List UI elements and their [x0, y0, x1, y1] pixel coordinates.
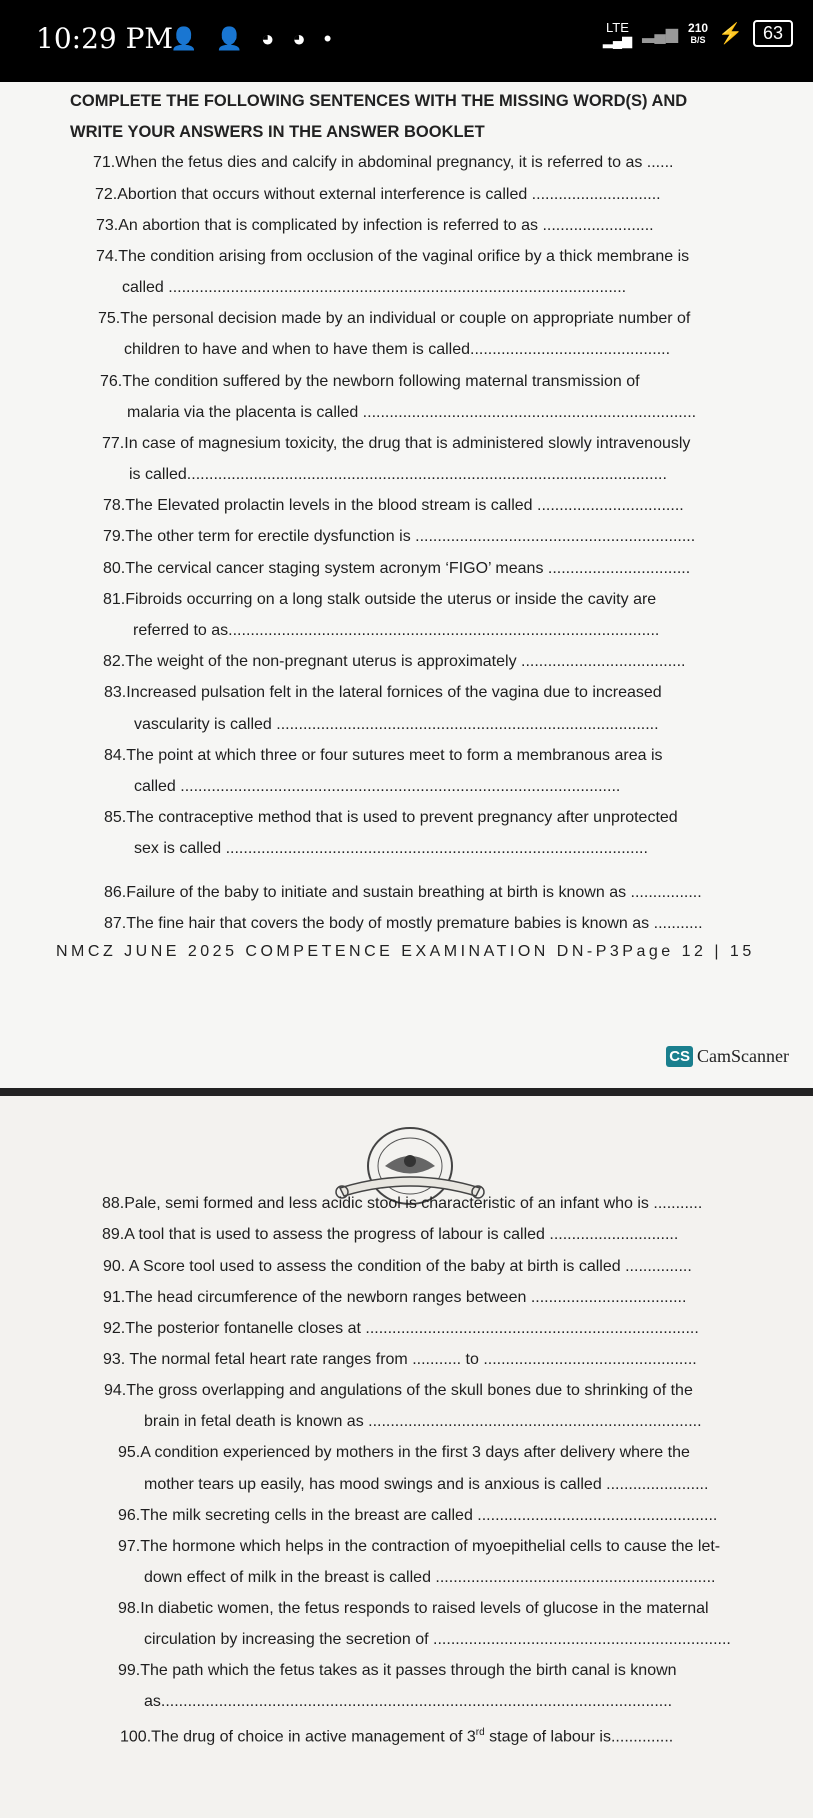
question-98: 98.In diabetic women, the fetus responds to raised levels of glucose in the maternal: [118, 1600, 709, 1617]
question-85: 85.The contraceptive method that is used to prevent pregnancy after unprotected: [104, 809, 678, 826]
page-divider: [0, 1088, 813, 1096]
question-73: 73.An abortion that is complicated by infection is referred to as .........................: [96, 217, 654, 234]
question-84: 84.The point at which three or four sutures meet to form a membranous area is: [104, 747, 663, 764]
question-88: 88.Pale, semi formed and less acidic stool is characteristic of an infant who is ...........: [102, 1195, 703, 1212]
question-100: [120, 1723, 673, 1747]
question-95: 95.A condition experienced by mothers in the first 3 days after delivery where the: [118, 1444, 690, 1461]
question-87: 87.The fine hair that covers the body of mostly premature babies is known as ...........: [104, 915, 703, 932]
question-74: 74.The condition arising from occlusion of the vaginal orifice by a thick membrane is: [96, 248, 690, 265]
question-74-cont: called .......................................................................................................: [122, 279, 627, 296]
question-90: 90. A Score tool used to assess the condition of the baby at birth is called ...............: [103, 1258, 692, 1275]
question-89: 89.A tool that is used to assess the progress of labour is called .............................: [102, 1226, 679, 1243]
question-85-cont: sex is called ...............................................................................................: [134, 840, 648, 857]
question-92: 92.The posterior fontanelle closes at ...........................................................................: [103, 1320, 699, 1337]
question-91: 91.The head circumference of the newborn ranges between ...................................: [103, 1289, 687, 1306]
question-72: 72.Abortion that occurs without external interference is called .............................: [95, 186, 661, 203]
camscanner-label: CamScanner: [697, 1046, 789, 1066]
camscanner-watermark: [666, 1046, 789, 1067]
question-83: 83.Increased pulsation felt in the lateral fornices of the vagina due to increased: [104, 684, 662, 701]
net-speed-unit: B/S: [690, 34, 706, 45]
net-speed: [688, 22, 708, 46]
question-99: 99.The path which the fetus takes as it passes through the birth canal is known: [118, 1662, 677, 1679]
question-95-cont: mother tears up easily, has mood swings and is anxious is called .......................: [144, 1476, 709, 1493]
page-footer: NMCZ JUNE 2025 COMPETENCE EXAMINATION DN-P3Page 12 | 15: [56, 943, 755, 960]
question-99-cont: as...................................................................................................................: [144, 1693, 673, 1710]
question-75: 75.The personal decision made by an individual or couple on appropriate number of: [98, 310, 691, 327]
question-100-sup: rd: [475, 1727, 485, 1738]
status-right: [603, 20, 793, 47]
question-79: 79.The other term for erectile dysfunction is ...............................................................: [103, 528, 696, 545]
net-speed-value: 210: [688, 20, 709, 35]
status-bar: [0, 0, 813, 82]
lte-label: LTE: [606, 19, 629, 35]
question-97-cont: down effect of milk in the breast is called ...............................................................: [144, 1569, 716, 1586]
question-96: 96.The milk secreting cells in the breast are called ......................................................: [118, 1507, 718, 1524]
question-98-cont: circulation by increasing the secretion of ...................................................................: [144, 1631, 731, 1648]
question-84-cont: called ...................................................................................................: [134, 778, 621, 795]
question-81-cont: referred to as.................................................................................................: [133, 622, 660, 639]
question-86: 86.Failure of the baby to initiate and sustain breathing at birth is known as ................: [104, 884, 702, 901]
question-97: 97.The hormone which helps in the contraction of myoepithelial cells to cause the let-: [118, 1538, 721, 1555]
signal-icon: ▂▄▆: [602, 32, 633, 48]
question-94-cont: brain in fetal death is known as ...........................................................................: [144, 1413, 702, 1430]
question-75-cont: children to have and when to have them is called.............................................: [124, 341, 671, 358]
question-81: 81.Fibroids occurring on a long stalk outside the uterus or inside the cavity are: [103, 591, 657, 608]
charging-icon: ⚡: [718, 23, 743, 45]
question-93: 93. The normal fetal heart rate ranges from ........... to ................................................: [103, 1351, 697, 1368]
question-100-text-end: stage of labour is..............: [484, 1728, 674, 1746]
instruction-heading-line2: WRITE YOUR ANSWERS IN THE ANSWER BOOKLET: [70, 123, 485, 141]
question-76-cont: malaria via the placenta is called ...........................................................................: [127, 404, 697, 421]
lte-icon: [603, 21, 632, 47]
battery-icon: 63: [753, 20, 793, 47]
question-77-cont: is called............................................................................................................: [129, 466, 667, 483]
status-time: 10:29 PM: [36, 22, 174, 55]
question-77: 77.In case of magnesium toxicity, the drug that is administered slowly intravenously: [102, 435, 691, 452]
question-76: 76.The condition suffered by the newborn following maternal transmission of: [100, 373, 640, 390]
question-83-cont: vascularity is called ......................................................................................: [134, 716, 659, 733]
instruction-heading-line1: COMPLETE THE FOLLOWING SENTENCES WITH THE MISSING WORD(S) AND: [70, 92, 688, 110]
question-94: 94.The gross overlapping and angulations of the skull bones due to shrinking of the: [104, 1382, 693, 1399]
question-82: 82.The weight of the non-pregnant uterus is approximately .....................................: [103, 653, 686, 670]
question-71: 71.When the fetus dies and calcify in abdominal pregnancy, it is referred to as ......: [93, 154, 674, 171]
question-78: 78.The Elevated prolactin levels in the blood stream is called .................................: [103, 497, 684, 514]
question-100-text: 100.The drug of choice in active management of 3: [120, 1728, 476, 1746]
signal-icon-2: ▂▄▆: [642, 25, 679, 43]
question-80: 80.The cervical cancer staging system acronym ‘FIGO’ means ................................: [103, 560, 691, 577]
camscanner-logo: CS: [666, 1046, 693, 1067]
notification-icons: 👤 👤 ◕ ◕ •: [170, 26, 338, 51]
